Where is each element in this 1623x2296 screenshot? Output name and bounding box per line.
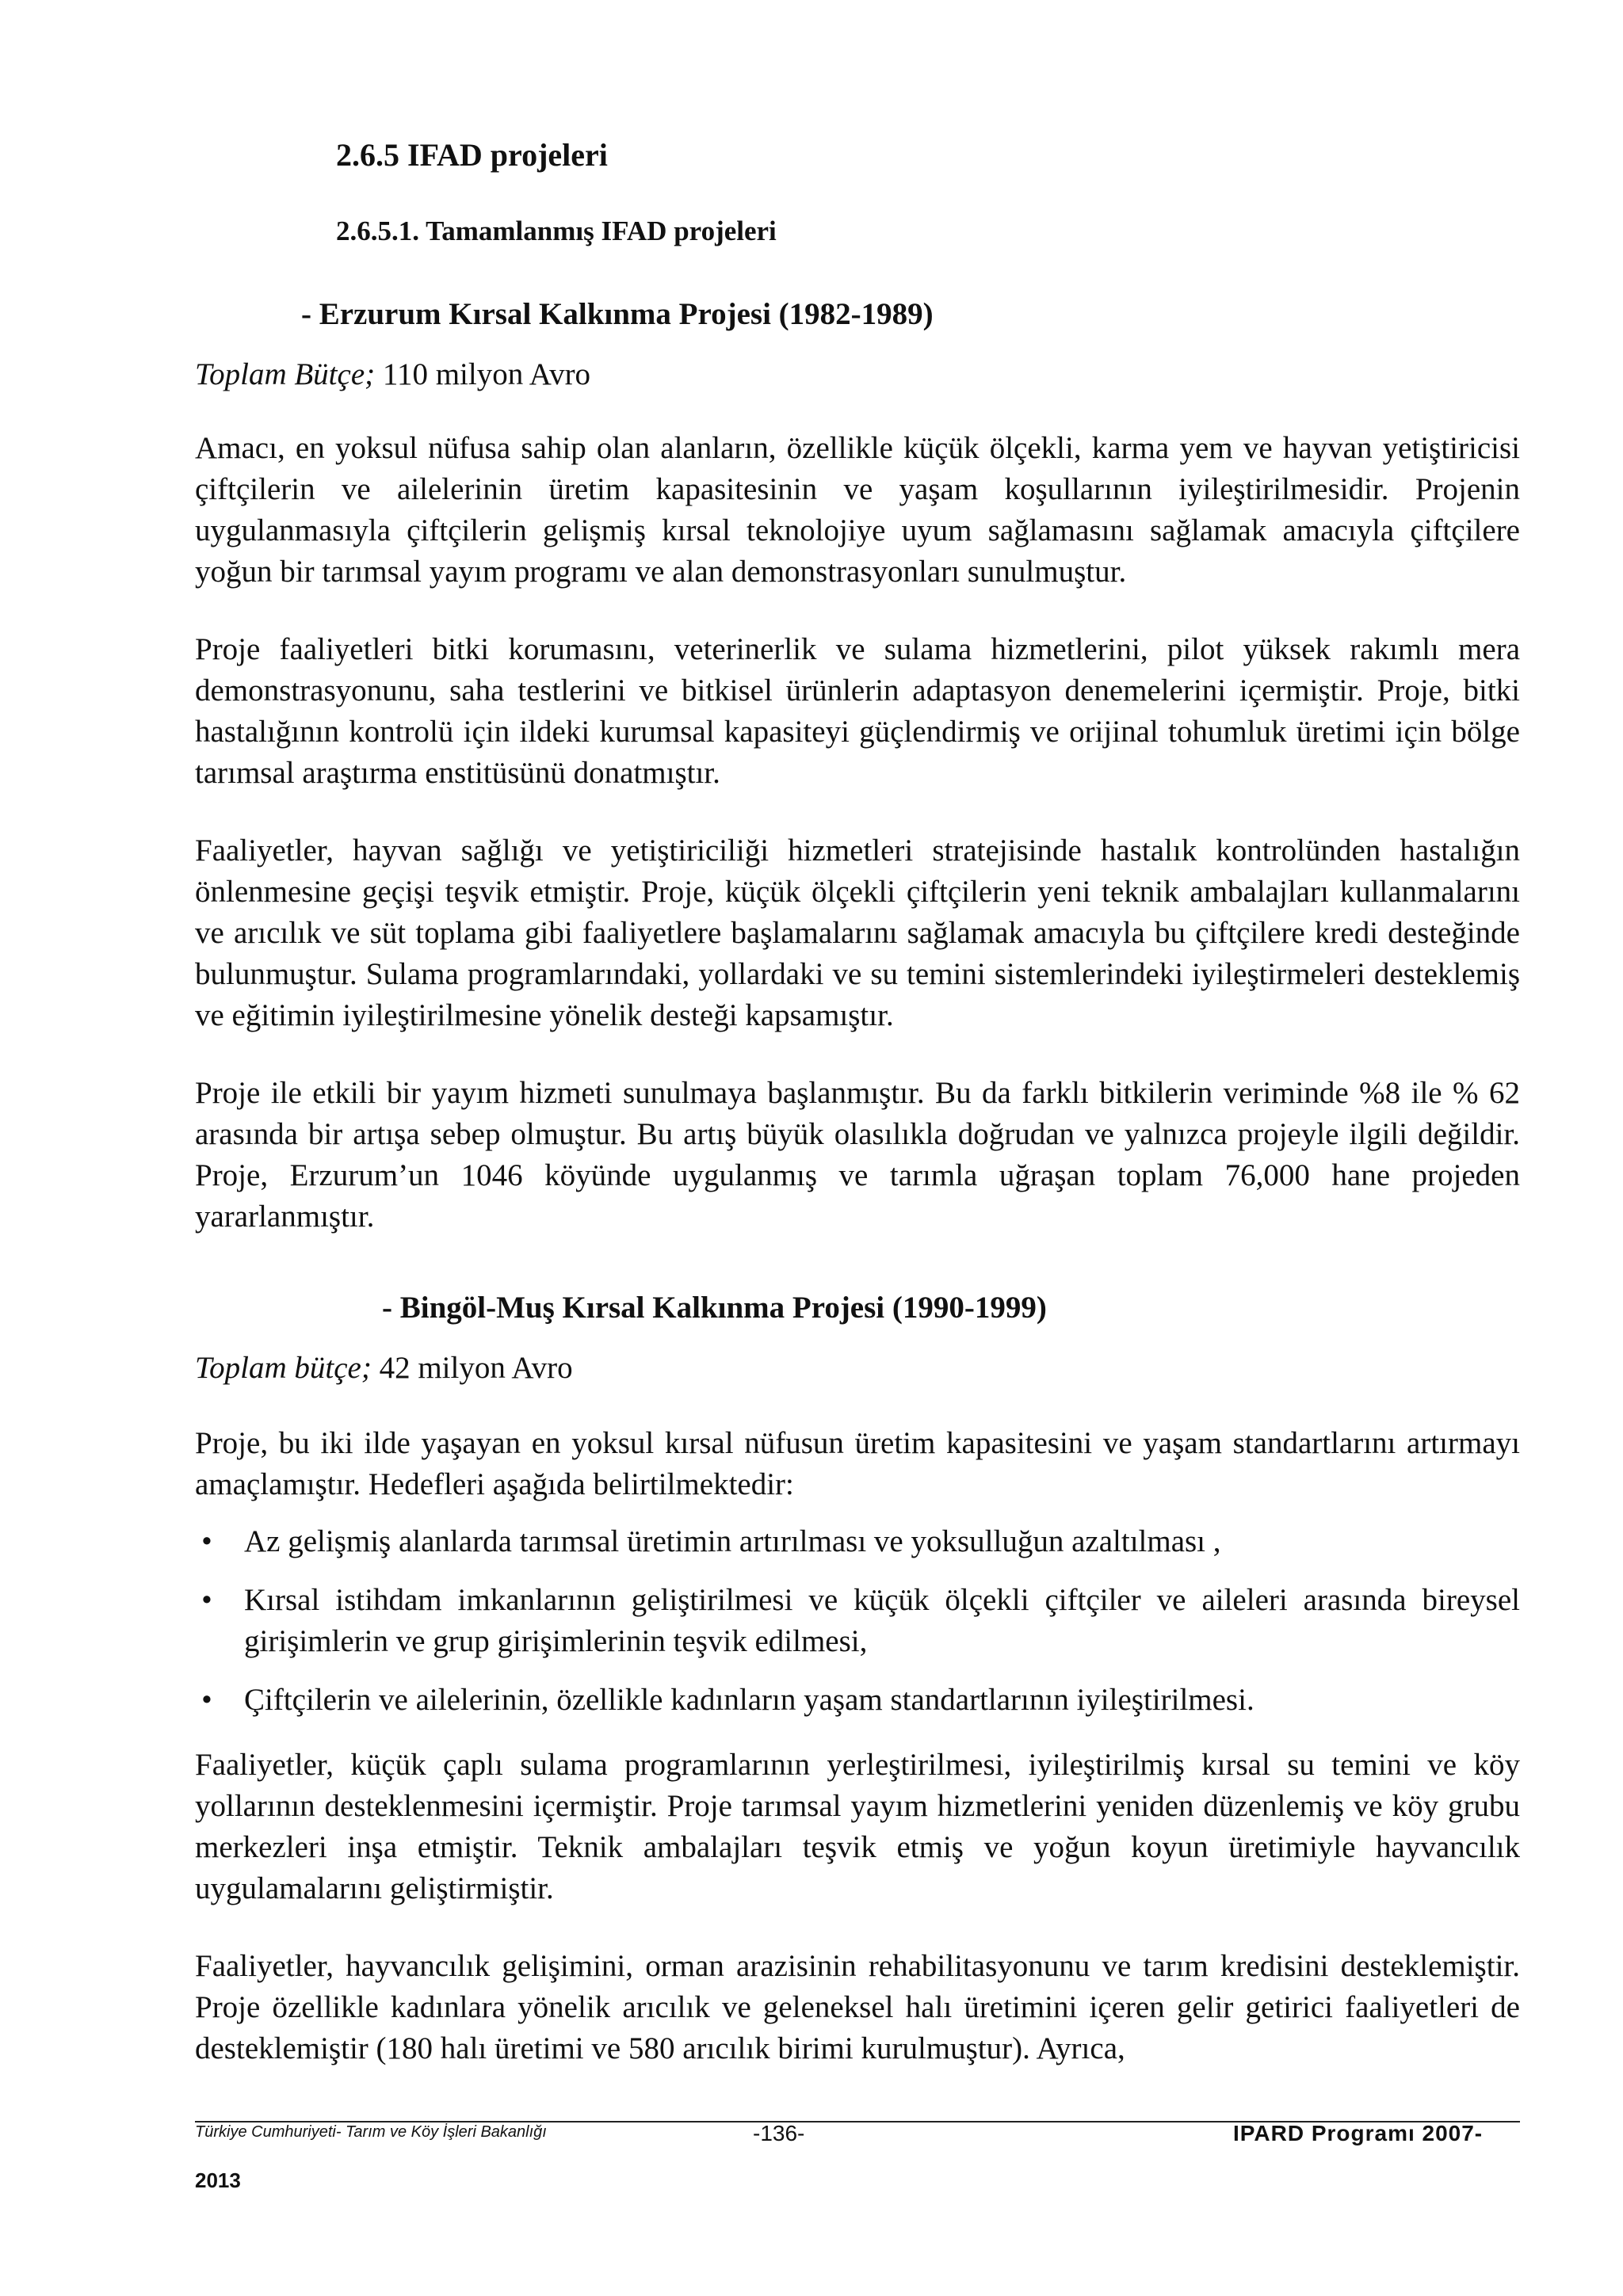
project1-paragraph-4: Proje ile etkili bir yayım hizmeti sunulmaya başlanmıştır. Bu da farklı bitkilerin veriminde %8 ile % 62 arasında bir artışa sebep olmuştur. Bu artış büyük olasılıkla doğrudan ve yalnızca projeyle ilgili değildir. Proje, Erzurum’un 1046 köyünde uygulanmış ve tarımla uğraşan toplam 76,000 hane projeden yararlanmıştır. xyxy=(195,1076,1520,1234)
project2-intro: Proje, bu iki ilde yaşayan en yoksul kırsal nüfusun üretim kapasitesini ve yaşam standartlarını artırmayı amaçlamıştır. Hedefleri aşağıda belirtilmektedir: xyxy=(195,1426,1520,1501)
project2-budget-label: Toplam bütçe; xyxy=(195,1351,372,1385)
footer-program: IPARD Programı 2007- xyxy=(1233,2121,1484,2145)
project2-paragraph-2: Faaliyetler, hayvancılık gelişimini, orman arazisinin rehabilitasyonunu ve tarım kredisini desteklemiştir. Proje özellikle kadınlara yönelik arıcılık ve geleneksel halı üretimini içeren gelir getirici faaliyetleri de desteklemiştir (180 halı üretimi ve 580 arıcılık birimi kurulmuştur). Ayrıca, xyxy=(195,1949,1520,2065)
footer-page-number: -136- xyxy=(753,2121,805,2145)
subsection-heading: 2.6.5.1. Tamamlanmış IFAD projeleri xyxy=(336,215,777,246)
list-item-text: Çiftçilerin ve ailelerinin, özellikle kadınların yaşam standartlarının iyileştirilmesi. xyxy=(244,1683,1254,1717)
list-item-text: Az gelişmiş alanlarda tarımsal üretimin artırılması ve yoksulluğun azaltılması , xyxy=(244,1524,1221,1558)
list-item xyxy=(195,1680,1520,1721)
list-item xyxy=(195,1580,1520,1662)
bullet-icon: • xyxy=(201,1683,212,1717)
project1-title: - Erzurum Kırsal Kalkınma Projesi (1982-1989) xyxy=(301,297,934,331)
project2-budget-value: 42 milyon Avro xyxy=(371,1351,573,1385)
bullet-icon: • xyxy=(201,1583,212,1617)
project1-budget-label: Toplam Bütçe; xyxy=(195,357,376,391)
footer-ministry: Türkiye Cumhuriyeti- Tarım ve Köy İşleri Bakanlığı xyxy=(195,2123,547,2141)
project2-title: - Bingöl-Muş Kırsal Kalkınma Projesi (1990-1999) xyxy=(382,1291,1047,1325)
section-heading: 2.6.5 IFAD projeleri xyxy=(336,137,608,173)
list-item xyxy=(195,1521,1520,1562)
project1-paragraph-3: Faaliyetler, hayvan sağlığı ve yetiştiriciliği hizmetleri stratejisinde hastalık kontrolünden hastalığın önlenmesine geçişi teşvik etmiştir. Proje, küçük ölçekli çiftçilerin yeni teknik ambalajları kullanmalarını ve arıcılık ve süt toplama gibi faaliyetlere başlamalarını sağlamak amacıyla bu çiftçilere kredi desteğinde bulunmuştur. Sulama programlarındaki, yollardaki ve su temini sistemlerindeki iyileştirmeleri desteklemiş ve eğitimin iyileştirilmesine yönelik desteği kapsamıştır. xyxy=(195,833,1520,1032)
footer-year: 2013 xyxy=(195,2168,241,2192)
project2-objectives-list xyxy=(195,1521,1520,1721)
project2-budget xyxy=(195,1350,573,1386)
list-item-text: Kırsal istihdam imkanlarının geliştirilmesi ve küçük ölçekli çiftçiler ve aileleri arasında bireysel girişimlerin ve grup girişimlerinin teşvik edilmesi, xyxy=(244,1583,1520,1658)
project1-paragraph-1: Amacı, en yoksul nüfusa sahip olan alanların, özellikle küçük ölçekli, karma yem ve hayvan yetiştiricisi çiftçilerin ve ailelerinin üretim kapasitesinin ve yaşam koşullarının iyileştirilmesidir. Projenin uygulanmasıyla çiftçilerin gelişmiş kırsal teknolojiye uyum sağlamasını sağlamak amacıyla çiftçilere yoğun bir tarımsal yayım programı ve alan demonstrasyonları sunulmuştur. xyxy=(195,431,1520,589)
project1-budget-value: 110 milyon Avro xyxy=(375,357,591,391)
project1-paragraph-2: Proje faaliyetleri bitki korumasını, veterinerlik ve sulama hizmetlerini, pilot yüksek rakımlı mera demonstrasyonunu, saha testlerini ve bitkisel ürünlerin adaptasyon denemelerini içermiştir. Proje, bitki hastalığının kontrolü için ildeki kurumsal kapasiteyi güçlendirmiş ve orijinal tohumluk üretimi için bölge tarımsal araştırma enstitüsünü donatmıştır. xyxy=(195,632,1520,790)
bullet-icon: • xyxy=(201,1524,212,1558)
project1-budget xyxy=(195,357,590,392)
project2-paragraph-1: Faaliyetler, küçük çaplı sulama programlarının yerleştirilmesi, iyileştirilmiş kırsal su temini ve köy yollarının desteklenmesini içermiştir. Proje tarımsal yayım hizmetlerini yeniden düzenlemiş ve köy grubu merkezleri inşa etmiştir. Teknik ambalajları teşvik etmiş ve yoğun koyun üretimiyle hayvancılık uygulamalarını geliştirmiştir. xyxy=(195,1748,1520,1905)
